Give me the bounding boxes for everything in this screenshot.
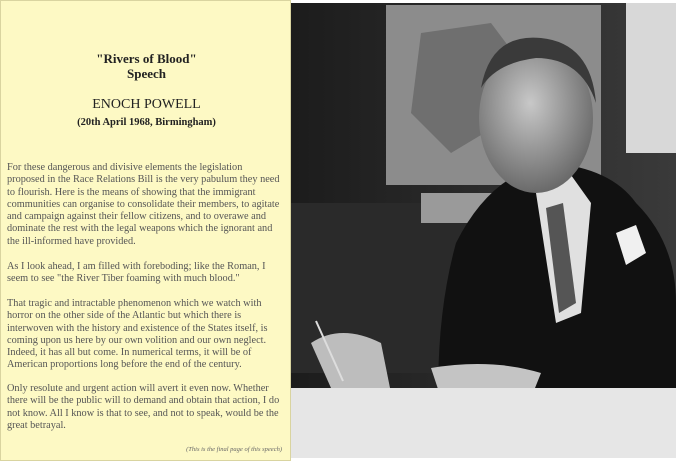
text-line: the ill-informed have provided. bbox=[7, 235, 136, 247]
text-line: As I look ahead, I am filled with foreboding; like the Roman, I bbox=[7, 261, 266, 272]
text-line: proposed in the Race Relations Bill is the very pabulum they need bbox=[7, 174, 280, 186]
text-line: Indeed, it has all but come. In numerical terms, it will be of bbox=[7, 347, 252, 359]
paragraph-3 bbox=[7, 298, 289, 372]
text-line: American proportions long before the end of the century. bbox=[7, 359, 242, 371]
title-line2: Speech bbox=[127, 66, 166, 81]
text-line: seem to see "the River Tiber foaming with much blood." bbox=[7, 273, 240, 285]
speech-panel bbox=[0, 0, 291, 461]
text-line: For these dangerous and divisive elements the legislation bbox=[7, 162, 243, 173]
author-name: ENOCH POWELL bbox=[92, 97, 201, 112]
portrait-photo bbox=[291, 3, 676, 458]
text-line: there will be the public will to demand and obtain that action, I do bbox=[7, 395, 280, 407]
speech-date: (20th April 1968, Birmingham) bbox=[77, 117, 216, 128]
text-line: interwoven with the history and existence of the States itself, is bbox=[7, 322, 268, 334]
desk-papers bbox=[291, 388, 676, 458]
text-line: horror on the other side of the Atlantic but which there is bbox=[7, 310, 242, 322]
paragraph-4 bbox=[7, 383, 289, 432]
text-line: and campaign against their fellow citizens, and to overawe and bbox=[7, 211, 267, 223]
footnote: (This is the final page of this speech) bbox=[186, 446, 282, 453]
title-line1: "Rivers of Blood" bbox=[96, 51, 197, 66]
text-line: great betrayal. bbox=[7, 419, 66, 431]
text-line: Only resolute and urgent action will avert it even now. Whether bbox=[7, 383, 269, 394]
text-line: dominate the rest with the legal weapons which the ignorant and bbox=[7, 223, 273, 235]
text-line: That tragic and intractable phenomenon which we watch with bbox=[7, 298, 262, 309]
paragraph-1 bbox=[7, 162, 289, 248]
text-line: to flourish. Here is the means of showing that the immigrant bbox=[7, 186, 256, 198]
text-line: not know. All I know is that to see, and not to speak, would be the bbox=[7, 407, 279, 419]
window bbox=[626, 3, 676, 153]
text-line: coming upon us here by our own volition and our own neglect. bbox=[7, 334, 267, 346]
text-line: communities can organise to consolidate their members, to agitate bbox=[7, 198, 280, 210]
paragraph-2 bbox=[7, 261, 289, 286]
